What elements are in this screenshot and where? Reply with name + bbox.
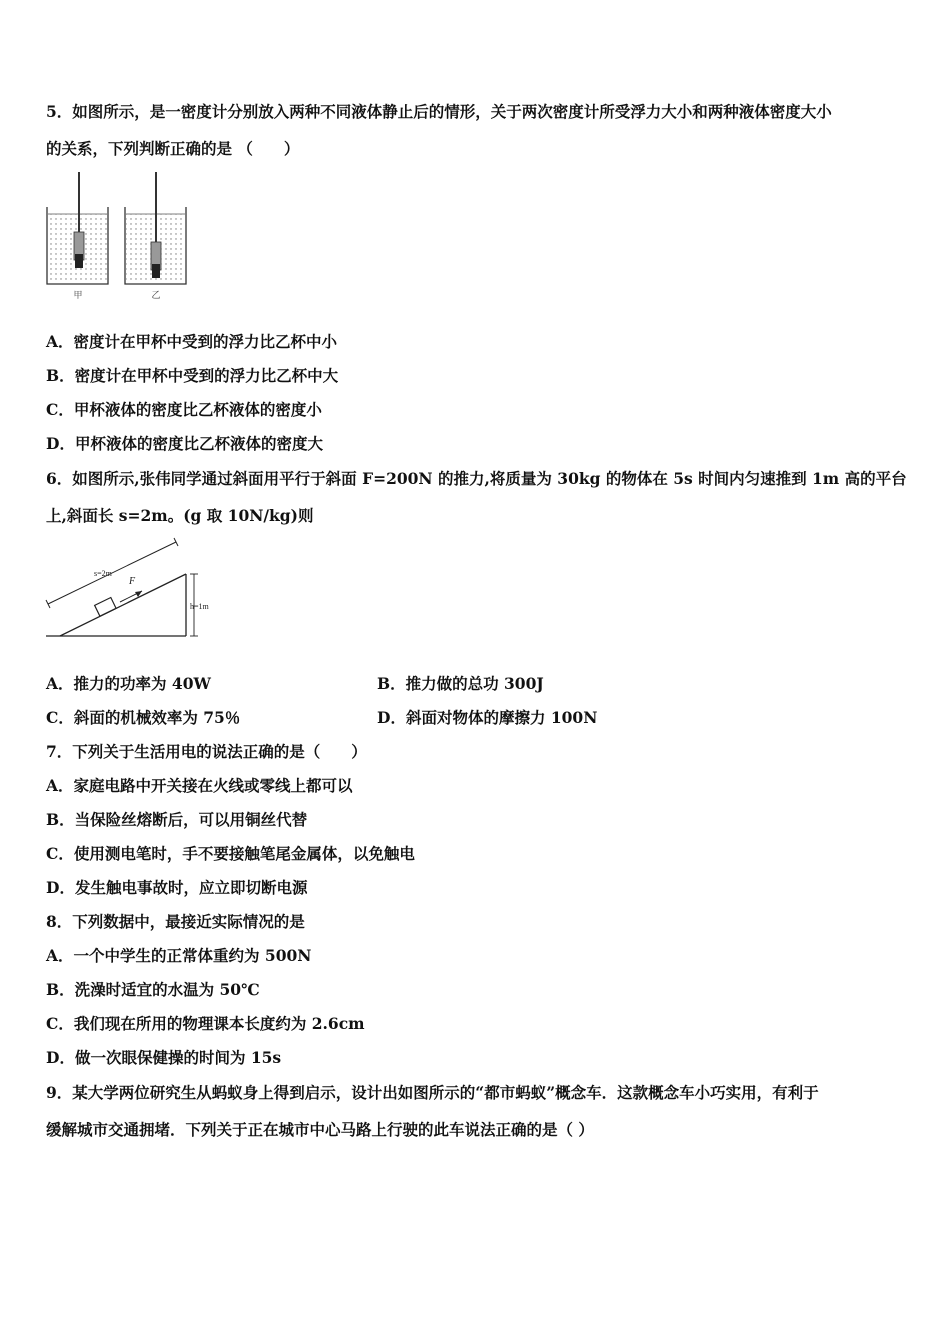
q8-option-a: A．一个中学生的正常体重约为 500N xyxy=(46,946,312,965)
q5-stem-line1: 5．如图所示，是一密度计分别放入两种不同液体静止后的情形，关于两次密度计所受浮力大小和两种液体密度大小 xyxy=(46,102,832,121)
q5-option-b: B．密度计在甲杯中受到的浮力比乙杯中大 xyxy=(46,366,339,385)
q7-option-b: B．当保险丝熔断后，可以用铜丝代替 xyxy=(46,810,308,829)
q5-option-c: C．甲杯液体的密度比乙杯液体的密度小 xyxy=(46,400,322,419)
q7-option-a: A．家庭电路中开关接在火线或零线上都可以 xyxy=(46,776,353,795)
label-right: 乙 xyxy=(151,291,161,301)
q8-option-c: C．我们现在所用的物理课本长度约为 2.6cm xyxy=(46,1014,365,1033)
q6-stem-line1: 6．如图所示,张伟同学通过斜面用平行于斜面 F=200N 的推力,将质量为 30kg 的物体在 5s 时间内匀速推到 1m 高的平台 xyxy=(46,469,907,488)
q5-option-a: A．密度计在甲杯中受到的浮力比乙杯中小 xyxy=(46,332,338,351)
q7-stem: 7．下列关于生活用电的说法正确的是（ ） xyxy=(46,742,367,761)
force-label: F xyxy=(129,576,136,587)
q6-option-a: A．推力的功率为 40W xyxy=(46,674,211,693)
q6-option-b: B．推力做的总功 300J xyxy=(377,674,544,693)
q6-option-c: C．斜面的机械效率为 75％ xyxy=(46,708,241,727)
q8-option-b: B．洗澡时适宜的水温为 50℃ xyxy=(46,980,260,999)
beaker-left xyxy=(47,172,108,284)
q7-option-d: D．发生触电事故时，应立即切断电源 xyxy=(46,878,308,897)
q8-option-d: D．做一次眼保健操的时间为 15s xyxy=(46,1048,282,1067)
height-label: h=1m xyxy=(190,602,209,611)
label-left: 甲 xyxy=(73,291,83,301)
q6-stem-line2: 上,斜面长 s=2m。(g 取 10N/kg)则 xyxy=(46,506,314,525)
q5-option-d: D．甲杯液体的密度比乙杯液体的密度大 xyxy=(46,434,323,453)
length-label: s=2m xyxy=(94,569,112,578)
beaker-right xyxy=(125,172,186,284)
q7-option-c: C．使用测电笔时，手不要接触笔尾金属体，以免触电 xyxy=(46,844,415,863)
q8-stem: 8．下列数据中，最接近实际情况的是 xyxy=(46,912,305,931)
q6-incline-figure xyxy=(44,536,224,644)
q6-option-d: D．斜面对物体的摩擦力 100N xyxy=(377,708,598,727)
q5-hydrometer-figure xyxy=(44,172,189,302)
q9-stem-line2: 缓解城市交通拥堵．下列关于正在城市中心马路上行驶的此车说法正确的是（ ） xyxy=(46,1120,594,1139)
q9-stem-line1: 9．某大学两位研究生从蚂蚁身上得到启示，设计出如图所示的“都市蚂蚁”概念车．这款概念车小巧实用，有利于 xyxy=(46,1083,819,1102)
q5-stem-line2: 的关系，下列判断正确的是 （ ） xyxy=(46,139,300,158)
